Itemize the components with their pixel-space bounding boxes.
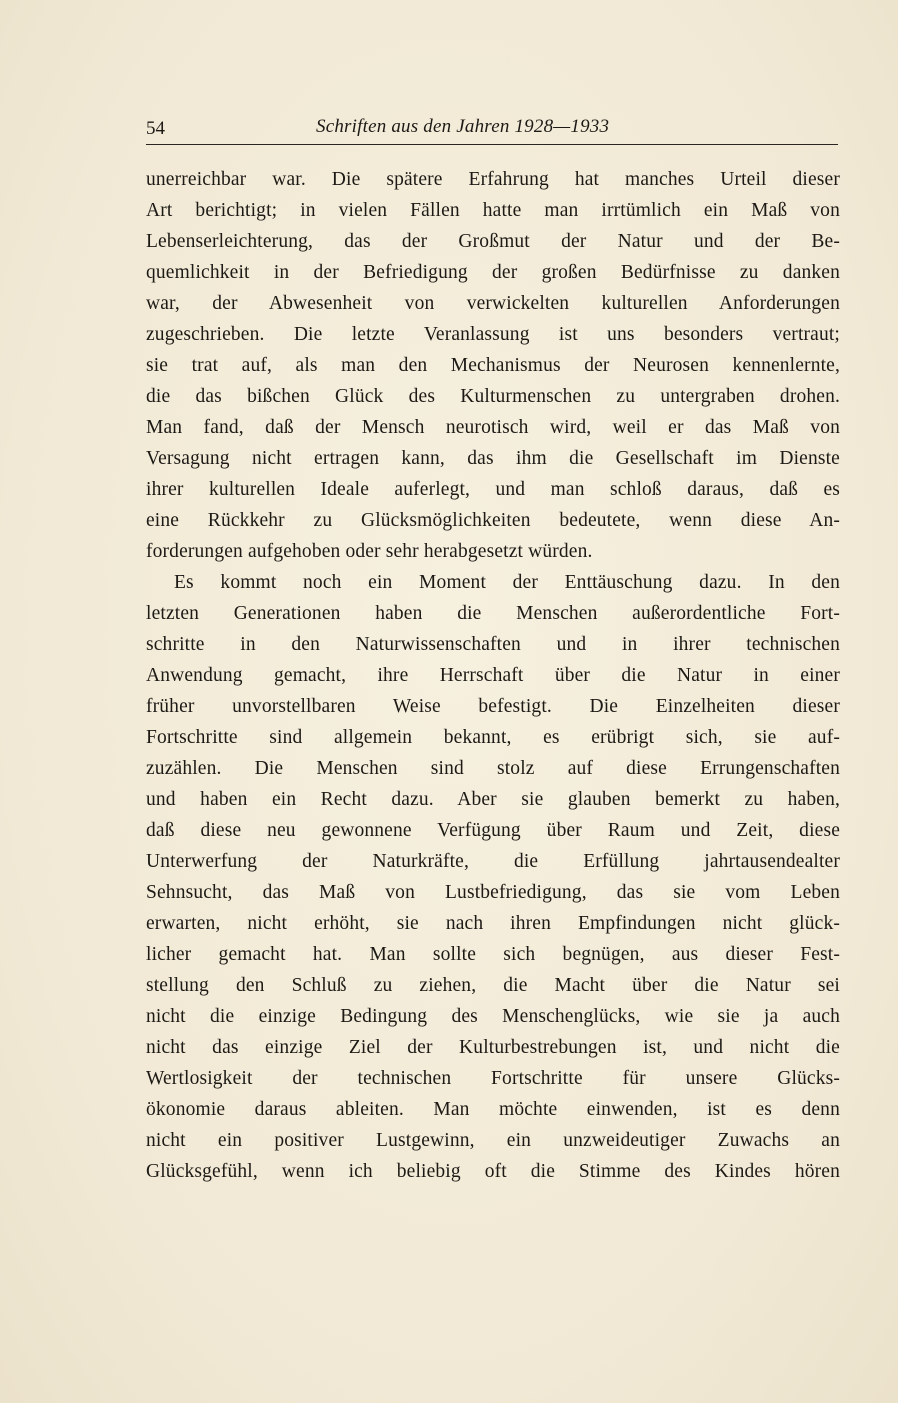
- text-line: sie trat auf, als man den Mechanismus der Neurosen kennenlernte,: [146, 355, 840, 376]
- text-line: letzten Generationen haben die Menschen außerordentliche Fort-: [146, 603, 840, 624]
- text-line: eine Rückkehr zu Glücksmöglichkeiten bedeutete, wenn diese An-: [146, 510, 840, 531]
- text-line: forderungen aufgehoben oder sehr herabgesetzt würden.: [146, 541, 593, 562]
- text-line: früher unvorstellbaren Weise befestigt. Die Einzelheiten dieser: [146, 696, 840, 717]
- text-line: schritte in den Naturwissenschaften und in ihrer technischen: [146, 634, 840, 655]
- text-line: Man fand, daß der Mensch neurotisch wird, weil er das Maß von: [146, 417, 840, 438]
- text-line: Versagung nicht ertragen kann, das ihm die Gesellschaft im Dienste: [146, 448, 840, 469]
- page-header: [146, 112, 838, 145]
- text-line: Fortschritte sind allgemein bekannt, es erübrigt sich, sie auf-: [146, 727, 840, 748]
- text-line: nicht das einzige Ziel der Kulturbestrebungen ist, und nicht die: [146, 1037, 840, 1058]
- text-line: nicht ein positiver Lustgewinn, ein unzweideutiger Zuwachs an: [146, 1130, 840, 1151]
- text-line: quemlichkeit in der Befriedigung der großen Bedürfnisse zu danken: [146, 262, 840, 283]
- text-line: war, der Abwesenheit von verwickelten kulturellen Anforderungen: [146, 293, 840, 314]
- text-line: stellung den Schluß zu ziehen, die Macht über die Natur sei: [146, 975, 840, 996]
- text-line: Sehnsucht, das Maß von Lustbefriedigung, das sie vom Leben: [146, 882, 840, 903]
- text-line: Wertlosigkeit der technischen Fortschritte für unsere Glücks-: [146, 1068, 840, 1089]
- text-line: zuzählen. Die Menschen sind stolz auf diese Errungenschaften: [146, 758, 840, 779]
- text-line: Lebenserleichterung, das der Großmut der Natur und der Be-: [146, 231, 840, 252]
- text-line: die das bißchen Glück des Kulturmenschen zu untergraben drohen.: [146, 386, 840, 407]
- text-line: ökonomie daraus ableiten. Man möchte einwenden, ist es denn: [146, 1099, 840, 1120]
- text-line: unerreichbar war. Die spätere Erfahrung hat manches Urteil dieser: [146, 169, 840, 190]
- body-text: [146, 164, 840, 1187]
- text-line: daß diese neu gewonnene Verfügung über Raum und Zeit, diese: [146, 820, 840, 841]
- page-number: 54: [146, 118, 165, 139]
- text-line: licher gemacht hat. Man sollte sich begnügen, aus dieser Fest-: [146, 944, 840, 965]
- text-line: Anwendung gemacht, ihre Herrschaft über die Natur in einer: [146, 665, 840, 686]
- text-line: Unterwerfung der Naturkräfte, die Erfüllung jahrtausendealter: [146, 851, 840, 872]
- text-line: zugeschrieben. Die letzte Veranlassung ist uns besonders vertraut;: [146, 324, 840, 345]
- text-line: ihrer kulturellen Ideale auferlegt, und man schloß daraus, daß es: [146, 479, 840, 500]
- text-line: Glücksgefühl, wenn ich beliebig oft die Stimme des Kindes hören: [146, 1161, 840, 1182]
- text-line: nicht die einzige Bedingung des Menschenglücks, wie sie ja auch: [146, 1006, 840, 1027]
- text-line: Art berichtigt; in vielen Fällen hatte man irrtümlich ein Maß von: [146, 200, 840, 221]
- running-head: Schriften aus den Jahren 1928—1933: [316, 116, 610, 137]
- text-line: erwarten, nicht erhöht, sie nach ihren Empfindungen nicht glück-: [146, 913, 840, 934]
- text-line: und haben ein Recht dazu. Aber sie glauben bemerkt zu haben,: [146, 789, 840, 810]
- text-line: Es kommt noch ein Moment der Enttäuschung dazu. In den: [174, 572, 840, 593]
